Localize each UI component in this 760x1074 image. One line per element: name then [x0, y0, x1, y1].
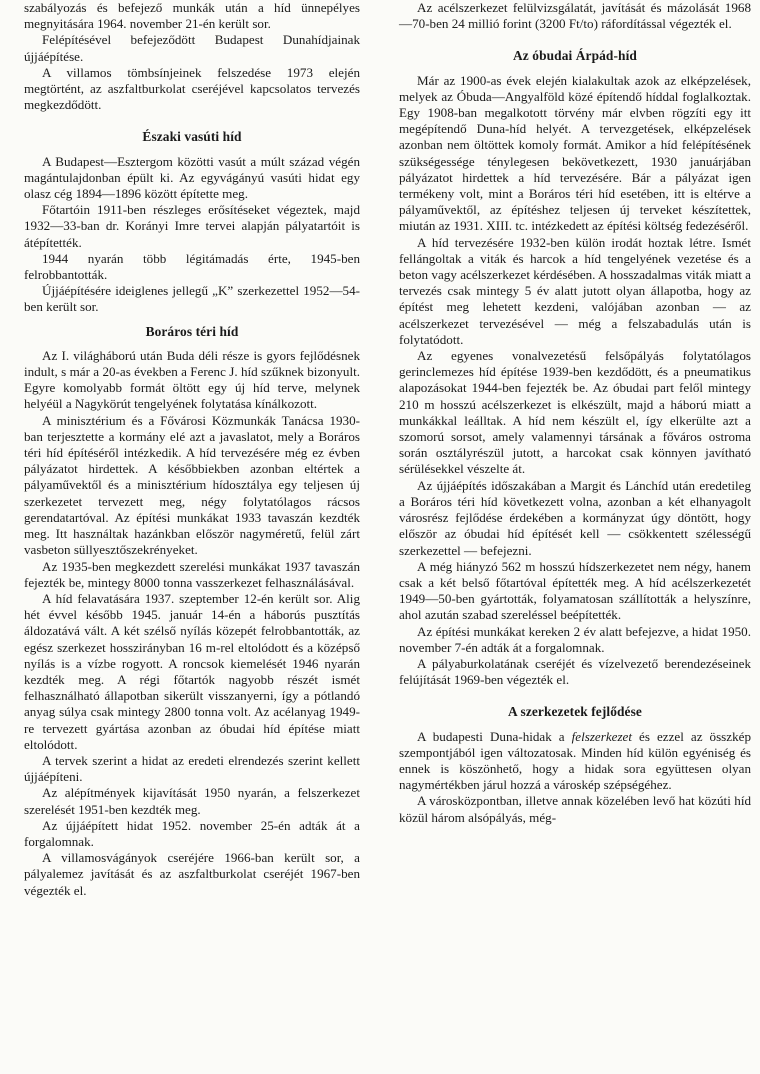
paragraph: 1944 nyarán több légitámadás érte, 1945-ben felrobbantották.: [24, 250, 360, 283]
paragraph: A Budapest—Esztergom közötti vasút a múlt század végén magántulajdonban épült ki. Az egyvágányú vasúti hidat egy olasz cég 1894—1896 között építette meg.: [24, 153, 360, 202]
paragraph: Az újjáépített hidat 1952. november 25-én adták át a forgalomnak.: [24, 817, 360, 849]
section-heading-obudai: Az óbudai Árpád-híd: [513, 48, 637, 64]
right-column: [399, 0, 751, 826]
paragraph: Főtartóin 1911-ben részleges erősítéseket végeztek, majd 1932—33-ban dr. Korányi Imre tervei alapján pályatartóit is átépítették.: [24, 202, 360, 250]
paragraph: Már az 1900-as évek elején kialakultak azok az elképzelések, melyek az Óbuda—Angyalföld közé építendő híddal foglalkoztak. Egy 1908-ban megalkotott törvény már elvben rögzíti egy itt megépítendő Duna-híd helyét. A tervezgetések, elképzelések azonban nem öltöttek komoly formát. Amikor a híd felépítésének szükségessége ténylegesen bekövetkezett, 1930 januárjában pályázatot hirdettek a híd tervezésére. Bár a pályázat igen termékeny volt, mint a Boráros téri híd esetében, itt is eltérve a pályaművektől, az építéshez teljesen új terveket készítettek, miután az 1931. XIII. tc. intézkedett az építési költség fedezéséről.: [399, 72, 751, 234]
paragraph: A még hiányzó 562 m hosszú hídszerkezetet nem négy, hanem csak a két belső főtartóval építették meg. A híd acélszerkezetét 1949—50-ben gyártották, folyamatosan szállították a helyszínre, ahol azután szabad szereléssel beépítették.: [399, 558, 751, 623]
paragraph: A minisztérium és a Fővárosi Közmunkák Tanácsa 1930-ban terjesztette a kormány elé azt a javaslatot, mely a Boráros téri híd építéséről intézkedik. A híd tervezésére még ez évben pályázatot hirdettek. A későbbiekben azonban eltértek a pályaművektől és a minisztérium hídosztálya egy teljesen új szerkezetet tervezett meg, négy folytatólagos rácsos gerendatartóval. Az építési munkákat 1933 tavaszán kezdték meg. Itt használtak hazánkban először nagyméretű, felül zárt vasbeton süllyesztőszekrényeket.: [24, 412, 360, 558]
paragraph: Az egyenes vonalvezetésű felsőpályás folytatólagos gerinclemezes híd építése 1939-ben kezdődött, és a pneumatikus alapozásokat 1944-ben fejezték be. Az óbudai part felől mintegy 210 m hosszú acélszerkezet is elkészült, majd a háború miatt a munkákkal leálltak. A híd nem készült el, így elkerülte azt a szomorú sorsot, amely valamennyi társának a főváros ostroma során osztályrészül jutott, a harcokat csak könnyen javítható sérülésekkel vészelte át.: [399, 348, 751, 477]
paragraph: Újjáépítésére ideiglenes jellegű „K” szerkezettel 1952—54-ben került sor.: [24, 283, 360, 315]
paragraph: A híd felavatására 1937. szeptember 12-én került sor. Alig hét évvel később 1945. január 14-én a háborús pusztítás áldozatává vált. A két szélső nyílás közepét felrobbantották, az egész szerkezet hosszirányban 16 m-rel eltolódott és a középső nyílás is a vízbe rogyott. A roncsok kiemelését 1946 nyarán kezdték meg. A régi főtartók nagyobb részét ismét felhasználható állapotban sikerült visszanyerni, így a pótlandó anyag súlya csak mintegy 2800 tonna volt. Az acélanyag 1949-re tervezett gyártása azonban az óbudai híd építése miatt eltolódott.: [24, 590, 360, 752]
paragraph: Az építési munkákat kereken 2 év alatt befejezve, a hidat 1950. november 7-én adták át a forgalomnak.: [399, 623, 751, 655]
section-heading-eszaki: Északi vasúti híd: [142, 129, 242, 145]
paragraph: Az újjáépítés időszakában a Margit és Lánchíd után eredetileg a Boráros téri híd következett volna, azonban a két elhanyagolt városrész fejlődése érdekében a kormányzat úgy döntött, hogy először az óbudai híd építését kell — csökkentett szélességű szerkezettel — befejezni.: [399, 477, 751, 558]
paragraph: A városközpontban, illetve annak közelében levő hat közúti híd közül három alsópályás, még-: [399, 793, 751, 825]
paragraph: A pályaburkolatának cseréjét és vízelvezető berendezéseinek felújítását 1969-ben végezték el.: [399, 655, 751, 688]
paragraph: Az alépítmények kijavítását 1950 nyarán, a felszerkezet szerelését 1951-ben kezdték meg.: [24, 785, 360, 817]
paragraph: Az acélszerkezet felülvizsgálatát, javítását és mázolását 1968—70-ben 24 millió forint (3200 Ft/to) ráfordítással végezték el.: [399, 0, 751, 32]
paragraph: Felépítésével befejeződött Budapest Dunahídjainak újjáépítése.: [24, 32, 360, 64]
italic-term: felszerkezet: [571, 728, 633, 744]
paragraph: Az I. világháború után Buda déli része is gyors fejlődésnek indult, s már a 20-as években a Ferenc J. híd szűknek bizonyult. Egyre komolyabb formát öltött egy új híd terve, melynek helyéül a Nagykörút tengelyének folytatása kínálkozott.: [24, 347, 360, 412]
paragraph: szabályozás és befejező munkák után a híd ünnepélyes megnyitására 1964. november 21-én került sor.: [24, 0, 360, 32]
paragraph: A villamosvágányok cseréjére 1966-ban került sor, a pályalemez javítását és az aszfaltburkolat cseréjét 1967-ben végezték el.: [24, 850, 360, 898]
section-heading-szerkezetek: A szerkezetek fejlődése: [508, 704, 642, 720]
paragraph: A villamos tömbsínjeinek felszedése 1973 elején megtörtént, az aszfaltburkolat cseréjével kapcsolatos tervezés megkezdődött.: [24, 64, 360, 113]
paragraph: [399, 729, 751, 794]
section-heading-boraros: Boráros téri híd: [145, 323, 239, 339]
paragraph: A híd tervezésére 1932-ben külön irodát hoztak létre. Ismét fellángoltak a viták és harcok a híd tengelyének vezetése és a beton vagy acélszerkezet kérdésében. A hosszadalmas viták miatt a tervezés csak mintegy 5 év alatt jutott olyan állapotba, hogy az építést meg lehetett kezdeni, valójában azonban — az acélszerkezet tervezésével — még a felszabadulás után is folytatódott.: [399, 234, 751, 347]
paragraph: Az 1935-ben megkezdett szerelési munkákat 1937 tavaszán fejezték be, mintegy 8000 tonna vasszerkezet felhasználásával.: [24, 558, 360, 590]
paragraph: A tervek szerint a hidat az eredeti elrendezés szerint kellett újjáépíteni.: [24, 752, 360, 785]
text-run: és ezzel az összkép szempontjából igen változatosak. Minden híd külön egyéniség és ennek is köszönhető, hogy a hidak sora együttesen olyan nagymértékben járul hozzá a városkép szépségéhez.: [399, 728, 751, 793]
left-column: [24, 0, 360, 899]
text-run: A budapesti Duna-hidak a: [417, 728, 572, 744]
